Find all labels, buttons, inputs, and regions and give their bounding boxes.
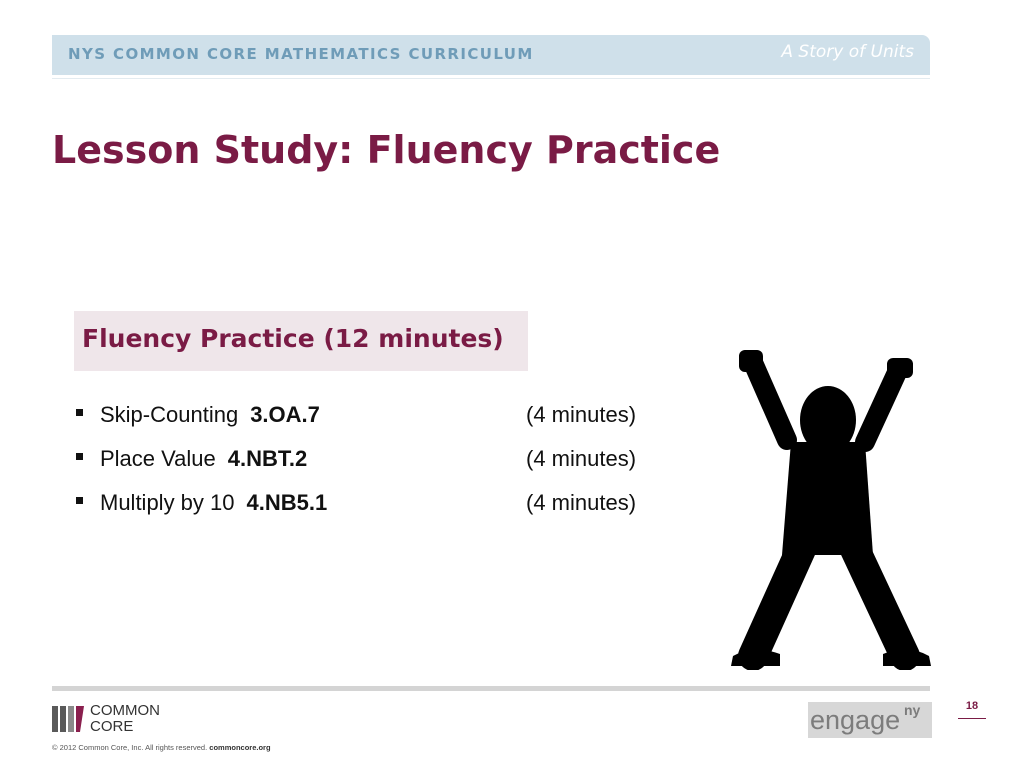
curriculum-title: NYS COMMON CORE MATHEMATICS CURRICULUM <box>68 45 534 63</box>
bullet-icon <box>76 497 83 504</box>
activity-standard: 4.NB5.1 <box>246 490 328 515</box>
copyright-notice: © 2012 Common Core, Inc. All rights reserved. commoncore.org <box>52 743 271 752</box>
fluency-heading-panel <box>74 311 528 371</box>
common-core-logo-icon <box>52 706 84 732</box>
activity-time: (4 minutes) <box>526 446 637 471</box>
bullet-icon <box>76 453 83 460</box>
activity-list <box>74 396 674 528</box>
slide-title: Lesson Study: Fluency Practice <box>52 128 721 172</box>
fluency-heading: Fluency Practice (12 minutes) <box>82 324 504 353</box>
page-number-underline <box>958 718 986 719</box>
bullet-icon <box>76 409 83 416</box>
activity-standard: 3.OA.7 <box>250 402 320 427</box>
activity-name: Place Value <box>100 446 216 471</box>
common-core-logo-text: COMMON CORE <box>90 702 160 735</box>
header-bar <box>52 35 930 75</box>
header-divider <box>52 78 930 79</box>
activity-time: (4 minutes) <box>526 490 637 515</box>
activity-name: Multiply by 10 <box>100 490 235 515</box>
curriculum-subtitle: A Story of Units <box>781 42 914 62</box>
jumping-person-icon <box>725 350 935 670</box>
list-item <box>74 440 674 484</box>
footer-divider <box>52 686 930 691</box>
engageny-logo: engage ny <box>808 702 932 738</box>
activity-standard: 4.NBT.2 <box>227 446 308 471</box>
commoncore-link[interactable]: commoncore.org <box>209 743 271 752</box>
page-number: 18 <box>965 700 979 712</box>
activity-name: Skip-Counting <box>100 402 239 427</box>
list-item <box>74 484 674 528</box>
list-item <box>74 396 674 440</box>
activity-time: (4 minutes) <box>526 402 637 427</box>
